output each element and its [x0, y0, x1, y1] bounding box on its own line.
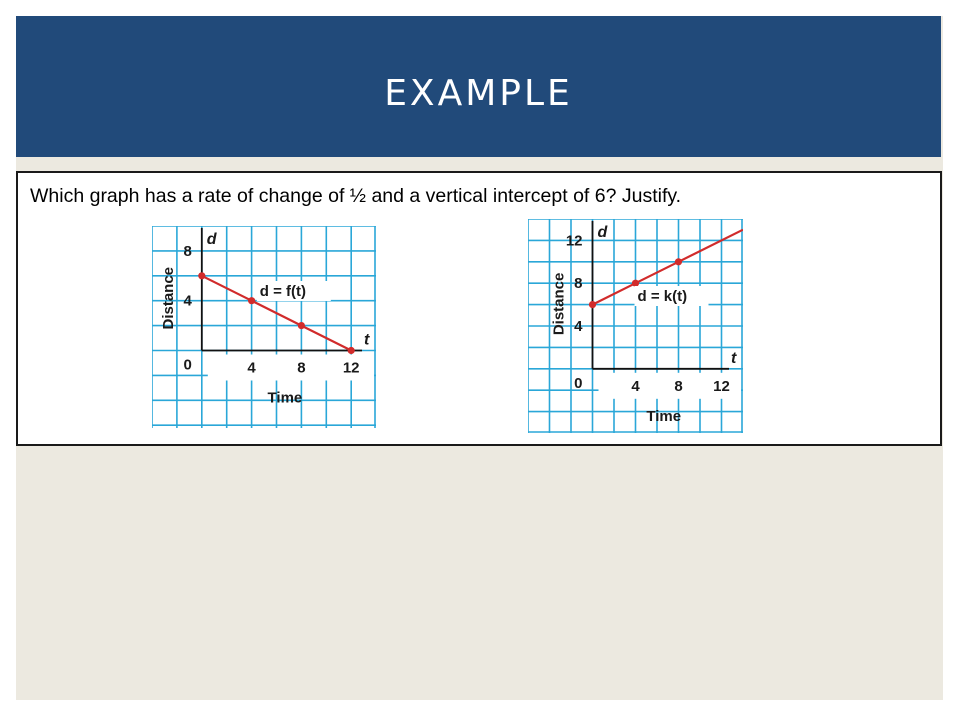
question-text: Which graph has a rate of change of ½ and a vertical intercept of 6? Justify.	[30, 185, 682, 207]
y-tick-label: 4	[574, 318, 583, 335]
y-tick-label: 12	[565, 232, 583, 250]
graph-k	[528, 219, 743, 433]
x-axis-title: Time	[267, 389, 303, 407]
slide-title: EXAMPLE	[384, 73, 573, 114]
y-axis-title: Distance	[159, 266, 177, 330]
x-variable-label: t	[364, 331, 370, 349]
x-tick-label: 8	[674, 377, 683, 395]
x-tick-label: 4	[631, 377, 640, 395]
y-tick-label: 4	[183, 292, 192, 310]
function-label: d = k(t)	[637, 288, 688, 305]
y-variable-label: d	[597, 224, 608, 241]
x-tick-label: 12	[342, 359, 360, 377]
data-point	[198, 272, 205, 279]
data-point	[632, 280, 639, 287]
data-point	[675, 258, 682, 265]
x-tick-label: 4	[247, 359, 256, 377]
y-tick-label: 8	[574, 275, 583, 293]
data-point	[589, 301, 596, 308]
x-axis-title: Time	[646, 407, 682, 425]
y-tick-label: 8	[183, 242, 192, 260]
y-axis-title: Distance	[550, 272, 568, 336]
function-label: d = f(t)	[259, 283, 307, 300]
graph-f	[152, 226, 376, 428]
x-tick-label: 12	[713, 377, 730, 395]
data-point	[348, 347, 355, 354]
origin-label: 0	[574, 374, 583, 392]
data-point	[248, 297, 255, 304]
y-variable-label: d	[206, 231, 217, 248]
data-point	[298, 322, 305, 329]
x-variable-label: t	[731, 349, 737, 367]
title-bar	[16, 16, 941, 157]
origin-label: 0	[183, 356, 192, 374]
x-tick-label: 8	[297, 359, 306, 377]
